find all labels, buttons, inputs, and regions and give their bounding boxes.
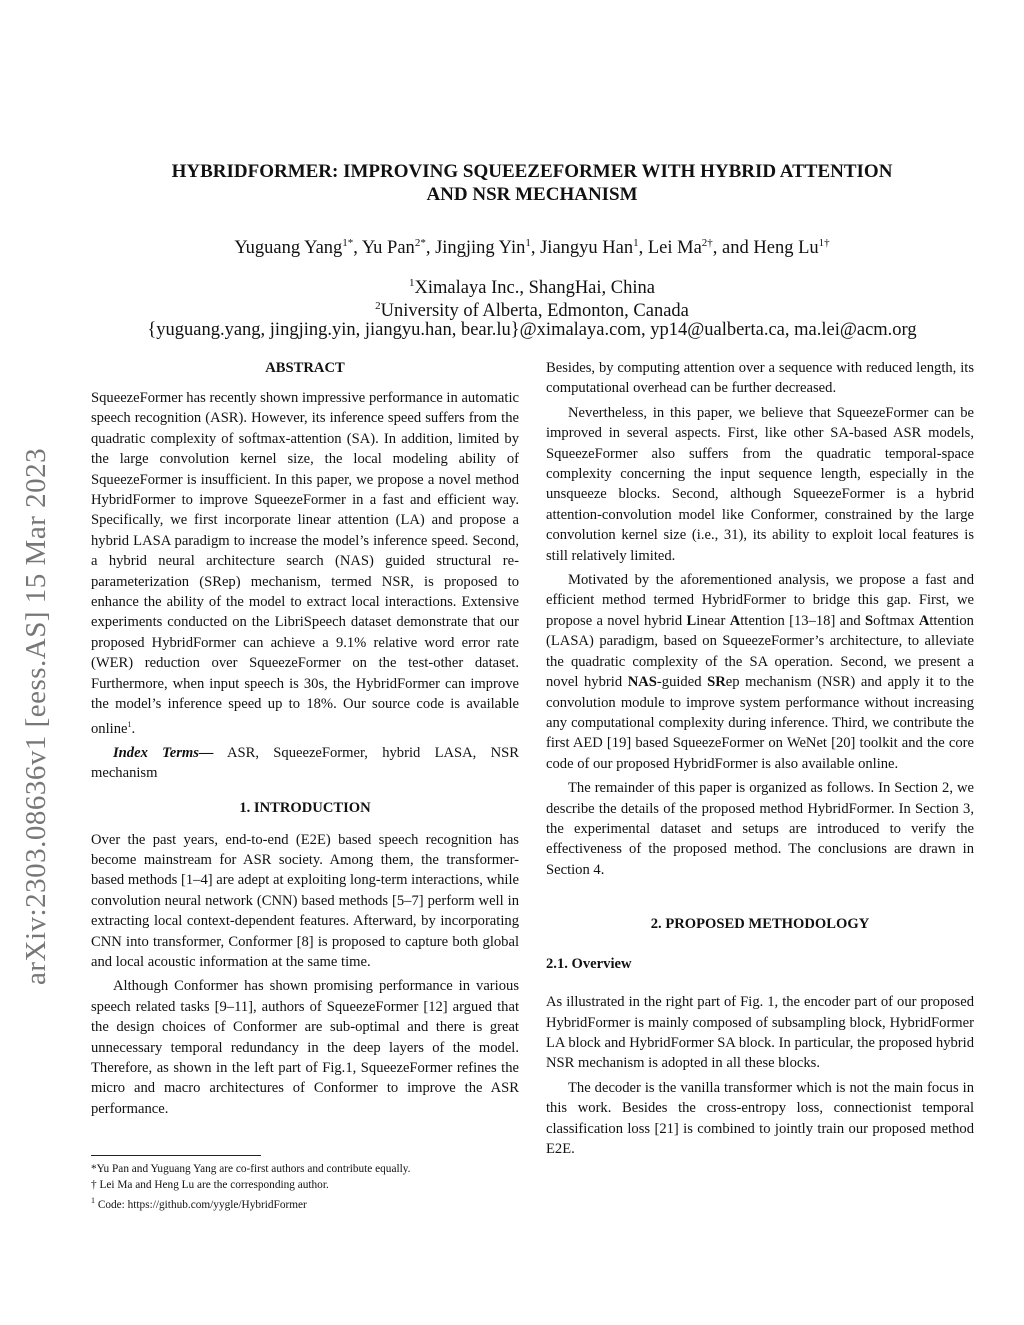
index-terms-text: ASR, SqueezeFormer, hybrid LASA, NSR mechanism	[91, 744, 519, 782]
affiliation-text: Ximalaya Inc., ShangHai, China	[414, 278, 655, 299]
intro-paragraph-1: Over the past years, end-to-end (E2E) based speech recognition has become mainstream for ASR society. Among them, the transformer-based methods [1–4] are adept at exploiting long-term interactions, while convolution neural network (CNN) based methods [5–7] perform well in extracting local context-dependent features. Afterward, by incorporating CNN into transformer, Conformer [8] is proposed to capture both global and local acoustic information at the same time.	[91, 831, 519, 971]
intro-paragraph-3: Besides, by computing attention over a sequence with reduced length, its computational overhead can be further decreased.	[546, 360, 974, 397]
title-line-1: HYBRIDFORMER: IMPROVING SQUEEZEFORMER WITH HYBRID ATTENTION	[171, 161, 893, 182]
index-terms	[91, 743, 519, 784]
section-heading-methodology: 2. PROPOSED METHODOLOGY	[650, 916, 870, 933]
bold-initial: SR	[707, 674, 726, 691]
text-run: ttention [13–18] and	[740, 612, 866, 629]
footnote-co-first: *Yu Pan and Yuguang Yang are co-first authors and contribute equally.	[91, 1163, 411, 1175]
author-separator: ,	[530, 238, 541, 259]
intro-paragraph-5	[546, 570, 974, 774]
bold-initial: A	[918, 612, 930, 629]
author-affiliation-mark: 2*	[414, 237, 426, 249]
method-paragraph-2: The decoder is the vanilla transformer which is not the main focus in this work. Besides the cross-entropy loss, connectionist temporal classification loss [21] is combined to jointly train our proposed method E2E.	[546, 1079, 974, 1157]
author-affiliation-mark: 1	[525, 237, 531, 249]
affiliation-text: University of Alberta, Edmonton, Canada	[380, 301, 689, 322]
affiliation-mark: 2	[375, 300, 381, 312]
bold-initial: NAS	[627, 674, 657, 691]
author-separator: , and	[712, 238, 754, 259]
author-affiliation-mark: 1†	[818, 237, 830, 249]
text-run: ttention (LASA) paradigm, based on SqueezeFormer’s architecture, to alleviate the quadratic complexity of the SA operation. Second, we present a novel hybrid	[546, 612, 974, 691]
text-run: oftmax	[873, 612, 919, 629]
author-emails: {yuguang.yang, jingjing.yin, jiangyu.han, bear.lu}@ximalaya.com, yp14@ualberta.ca, ma.lei@acm.org	[147, 320, 917, 340]
author-name: Jiangyu Han	[540, 238, 634, 259]
author-name: Heng Lu	[753, 238, 819, 259]
author-separator: ,	[425, 238, 436, 259]
paper-title	[140, 160, 924, 206]
text-run: ep mechanism (NSR) and apply it to the convolution module to improve system performance without increasing any computational complexity during inference. Third, we contribute the first AED [19] based SqueezeFormer on WeNet [20] toolkit and the core code of our proposed HybridFormer is also available online.	[546, 674, 974, 772]
author-separator: ,	[638, 238, 648, 259]
footnote-code-text: Code: https://github.com/yygle/HybridFormer	[95, 1198, 307, 1211]
author-affiliation-mark: 2†	[701, 237, 713, 249]
bold-initial: S	[865, 612, 874, 629]
author-name: Yu Pan	[361, 238, 415, 259]
author-list	[100, 231, 964, 260]
footnote-mark: 1	[127, 719, 132, 729]
footnote-code	[91, 1193, 519, 1213]
affiliation-mark: 1	[409, 277, 415, 289]
section-heading-introduction: 1. INTRODUCTION	[239, 799, 371, 816]
abstract-heading: ABSTRACT	[265, 360, 345, 376]
author-separator: ,	[353, 238, 362, 259]
abstract-end: .	[131, 720, 136, 737]
intro-paragraph-2: Although Conformer has shown promising performance in various speech related tasks [9–11], authors of SqueezeFormer [12] argued that the design choices of Conformer are sub-optimal and there is great unnecessary temporal redundancy in the deep layers of the model. Therefore, as shown in the left part of Fig.1, SqueezeFormer refines the micro and macro architectures of Conformer to improve the ASR performance.	[91, 978, 519, 1117]
footnotes	[91, 1161, 519, 1213]
title-line-2: AND NSR MECHANISM	[426, 184, 638, 205]
intro-paragraph-6: The remainder of this paper is organized as follows. In Section 2, we describe the details of the proposed method HybridFormer. In Section 3, the experimental dataset and setups are introduced to verify the effectiveness of the proposed method. The conclusions are drawn in Section 4.	[546, 780, 974, 878]
footnote-corresponding: † Lei Ma and Heng Lu are the corresponding author.	[91, 1179, 329, 1191]
index-terms-label: Index Terms—	[113, 744, 214, 761]
right-column	[546, 358, 974, 1159]
text-run: inear	[696, 612, 730, 629]
author-affiliation-mark: 1	[633, 237, 639, 249]
author-affiliation-mark: 1*	[342, 237, 354, 249]
author-name: Lei Ma	[647, 238, 702, 259]
abstract-text: SqueezeFormer has recently shown impressive performance in automatic speech recognition (ASR). However, its inference speed suffers from the quadratic complexity of softmax-attention (SA). In addition, limited by the large convolution kernel size, the local modeling ability of SqueezeFormer is insufficient. In this paper, we propose a novel method HybridFormer to improve SqueezeFormer in a fast and efficient way. Specifically, we first incorporate linear attention (LA) and propose a hybrid LASA paradigm to increase the model’s inference speed. Second, a hybrid neural architecture search (NAS) guided structural re-parameterization (SRep) mechanism, termed NSR, is proposed to enhance the ability of the model to extract local interactions. Extensive experiments conducted on the LibriSpeech dataset demonstrate that our proposed HybridFormer can achieve a 9.1% relative word error rate (WER) reduction over SqueezeFormer on the test-other dataset. Furthermore, when input speech is 30s, the HybridFormer can improve the model’s inference speed up to 18%. Our source code is available online	[91, 390, 519, 737]
intro-paragraph-4: Nevertheless, in this paper, we believe that SqueezeFormer can be improved in several aspects. First, like other SA-based ASR models, SqueezeFormer also suffers from the quadratic temporal-space complexity concerning the input sequence length, especially in the unsqueeze blocks. Second, although SqueezeFormer is a hybrid attention-convolution model like Conformer, constrained by the large convolution kernel size (i.e., 31), its ability to exploit local features is still relatively limited.	[546, 404, 974, 564]
footnote-mark: 1	[91, 1196, 95, 1205]
author-name: Yuguang Yang	[234, 238, 343, 259]
subsection-heading-overview: 2.1. Overview	[546, 956, 632, 973]
left-column	[91, 358, 519, 1119]
bold-initial: L	[686, 612, 697, 629]
method-paragraph-1: As illustrated in the right part of Fig. 1, the encoder part of our proposed HybridFormer is mainly composed of subsampling block, HybridFormer LA block and HybridFormer SA block. In particular, the proposed hybrid NSR mechanism is adopted in all these blocks.	[546, 994, 974, 1072]
bold-initial: A	[729, 612, 741, 629]
author-name: Jingjing Yin	[435, 238, 526, 259]
footnote-divider	[91, 1155, 261, 1156]
text-run: Motivated by the aforementioned analysis, we propose a fast and efficient method termed HybridFormer to bridge this gap. First, we propose a novel hybrid	[546, 572, 974, 629]
arxiv-identifier: arXiv:2303.08636v1 [eess.AS] 15 Mar 2023	[20, 447, 52, 985]
text-run: -guided	[656, 674, 708, 691]
abstract-paragraph	[91, 388, 519, 739]
